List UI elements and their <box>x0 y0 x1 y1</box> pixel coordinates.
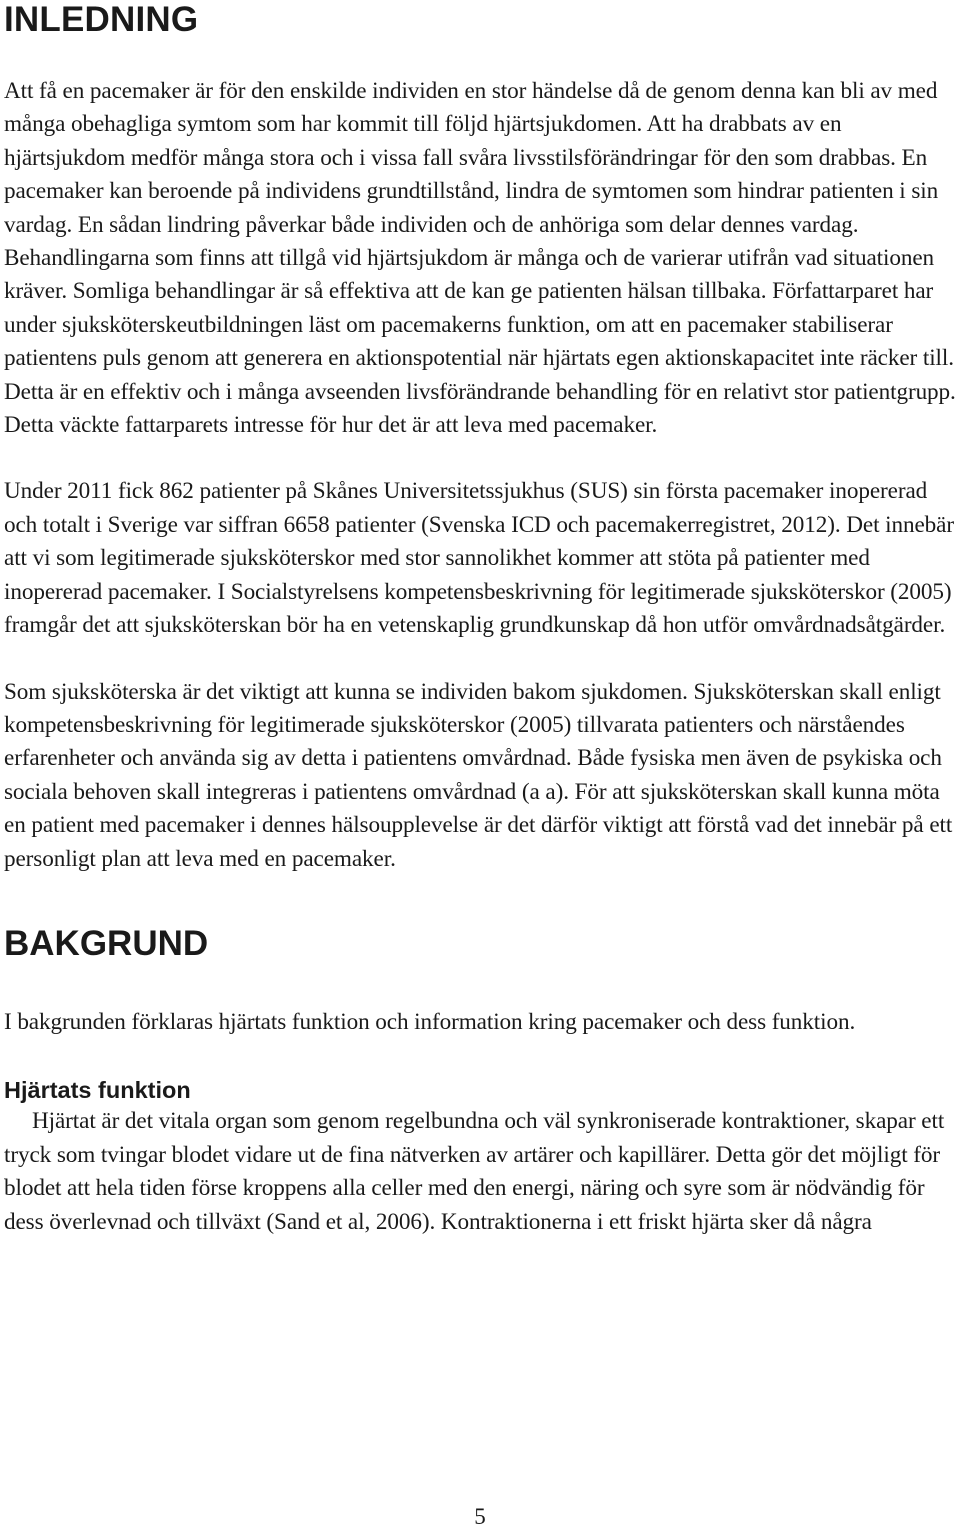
paragraph-intro-2: Under 2011 fick 862 patienter på Skånes Universitetssjukhus (SUS) sin första pacemaker inopererad och totalt i Sverige var siffran 6658 patienter (Svenska ICD och pacemakerregistret, 2012). Det innebär att vi som legitimerade sjuksköterskor med stor sannolikhet kommer att stöta på patienter med inopererad pacemaker. I Socialstyrelsens kompetensbeskrivning för legitimerade sjuksköterskor (2005) framgår det att sjuksköterskan bör ha en vetenskaplig grundkunskap då hon utför omvårdnadsåtgärder. <box>4 478 954 639</box>
paragraph-hjartats-1-text: Hjärtat är det vitala organ som genom regelbundna och väl synkroniserade kontraktioner, skapar ett tryck som tvingar blodet vidare ut de fina nätverken av artärer och kapillärer. Detta gör det möjligt för blodet att hela tiden förse kroppens alla celler med den energi, näring och syre som är nödvändig för dess överlevnad och tillväxt (Sand et al, 2006). Kontraktionerna i ett friskt hjärta sker då några <box>4 1108 945 1235</box>
heading-bakgrund: BAKGRUND <box>4 923 209 963</box>
paragraph-bakgrund-1: I bakgrunden förklaras hjärtats funktion och information kring pacemaker och dess funktion. <box>4 1008 856 1035</box>
paragraph-hjartats-1 <box>4 1105 956 1239</box>
heading-inledning: INLEDNING <box>4 0 199 39</box>
document-page <box>4 0 956 1239</box>
paragraph-intro-1: Att få en pacemaker är för den enskilde individen en stor händelse då de genom denna kan bli av med många obehagliga symtom som har kommit till följd hjärtsjukdomen. Att ha drabbats av en hjärtsjukdom medför många stora och i vissa fall svåra livsstilsförändringar för den som drabbas. En pacemaker kan beroende på individens grundtillstånd, lindra de symtomen som hindrar patienten i sin vardag. En sådan lindring påverkar både individen och de anhöriga som delar dennes vardag. Behandlingarna som finns att tillgå vid hjärtsjukdom är många och de varierar utifrån vad situationen kräver. Somliga behandlingar är så effektiva att de kan ge patienten hälsan tillbaka. Författarparet har under sjuksköterskeutbildningen läst om pacemakerns funktion, om att en pacemaker stabiliserar patientens puls genom att generera en aktionspotential när hjärtats egen aktionskapacitet inte räcker till. Detta är en effektiv och i många avseenden livsförändrande behandling för en relativt stor patientgrupp. Detta väckte fattarparets intresse för hur det är att leva med pacemaker. <box>4 78 956 439</box>
page-number: 5 <box>474 1504 486 1529</box>
paragraph-intro-3: Som sjuksköterska är det viktigt att kunna se individen bakom sjukdomen. Sjuksköterskan skall enligt kompetensbeskrivning för legitimerade sjuksköterskor (2005) tillvarata patienters och närståendes erfarenheter och använda sig av detta i patientens omvårdnad. Både fysiska men även de psykiska och sociala behoven skall integreras i patientens omvårdnad (a a). För att sjuksköterskan skall kunna möta en patient med pacemaker i dennes hälsoupplevelse är det därför viktigt att förstå vad det innebär på ett personligt plan att leva med en pacemaker. <box>4 678 953 872</box>
heading-hjartats-funktion: Hjärtats funktion <box>4 1077 191 1104</box>
